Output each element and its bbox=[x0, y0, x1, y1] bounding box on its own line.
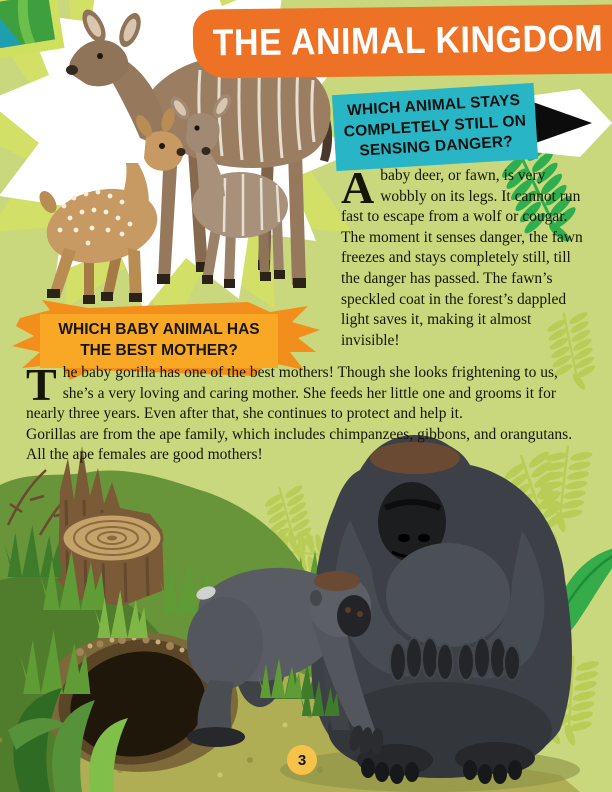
header-banner bbox=[193, 4, 612, 78]
fawn-paragraph-text: baby deer, or fawn, is very wobbly on its legs. It cannot run fast to escape from a wolf or cougar. The moment it senses danger, the fawn freezes and stays completely still, till the danger has passed. The fawn’s speckled coat in the forest’s dappled light saves it, making it almost invisible! bbox=[341, 167, 583, 349]
gorilla-scene-illustration bbox=[0, 430, 612, 792]
question-banner-2 bbox=[40, 314, 278, 368]
question-line: WHICH ANIMAL STAYS bbox=[346, 92, 521, 120]
drop-cap: A bbox=[341, 162, 375, 213]
drop-cap: T bbox=[26, 359, 57, 410]
page-number-badge bbox=[287, 745, 317, 775]
question-line: WHICH BABY ANIMAL HAS bbox=[58, 321, 260, 339]
page-title: THE ANIMAL KINGDOM bbox=[212, 17, 604, 65]
gorilla-paragraph-text1: he baby gorilla has one of the best mothers! Though she looks frightening to us, she’s a very loving and caring mother. She feeds her little one and grooms it for nearly three years. Even after that, she continues to protect and help it. bbox=[26, 364, 558, 423]
question-line: THE BEST MOTHER? bbox=[80, 342, 238, 359]
gorilla-paragraph-part2 bbox=[26, 425, 592, 466]
fawn-paragraph bbox=[341, 162, 588, 351]
gorilla-paragraph-text2: Gorillas are from the ape family, which includes chimpanzees, gibbons, and orangutans. All the ape females are good mothers! bbox=[26, 425, 573, 464]
gorilla-paragraph bbox=[26, 359, 592, 466]
page-number: 3 bbox=[297, 751, 307, 769]
gorilla-paragraph-part1 bbox=[26, 359, 592, 425]
question-line: SENSING DANGER? bbox=[358, 133, 514, 160]
question-banner-1 bbox=[332, 83, 538, 171]
question-line: COMPLETELY STILL ON bbox=[343, 112, 527, 141]
